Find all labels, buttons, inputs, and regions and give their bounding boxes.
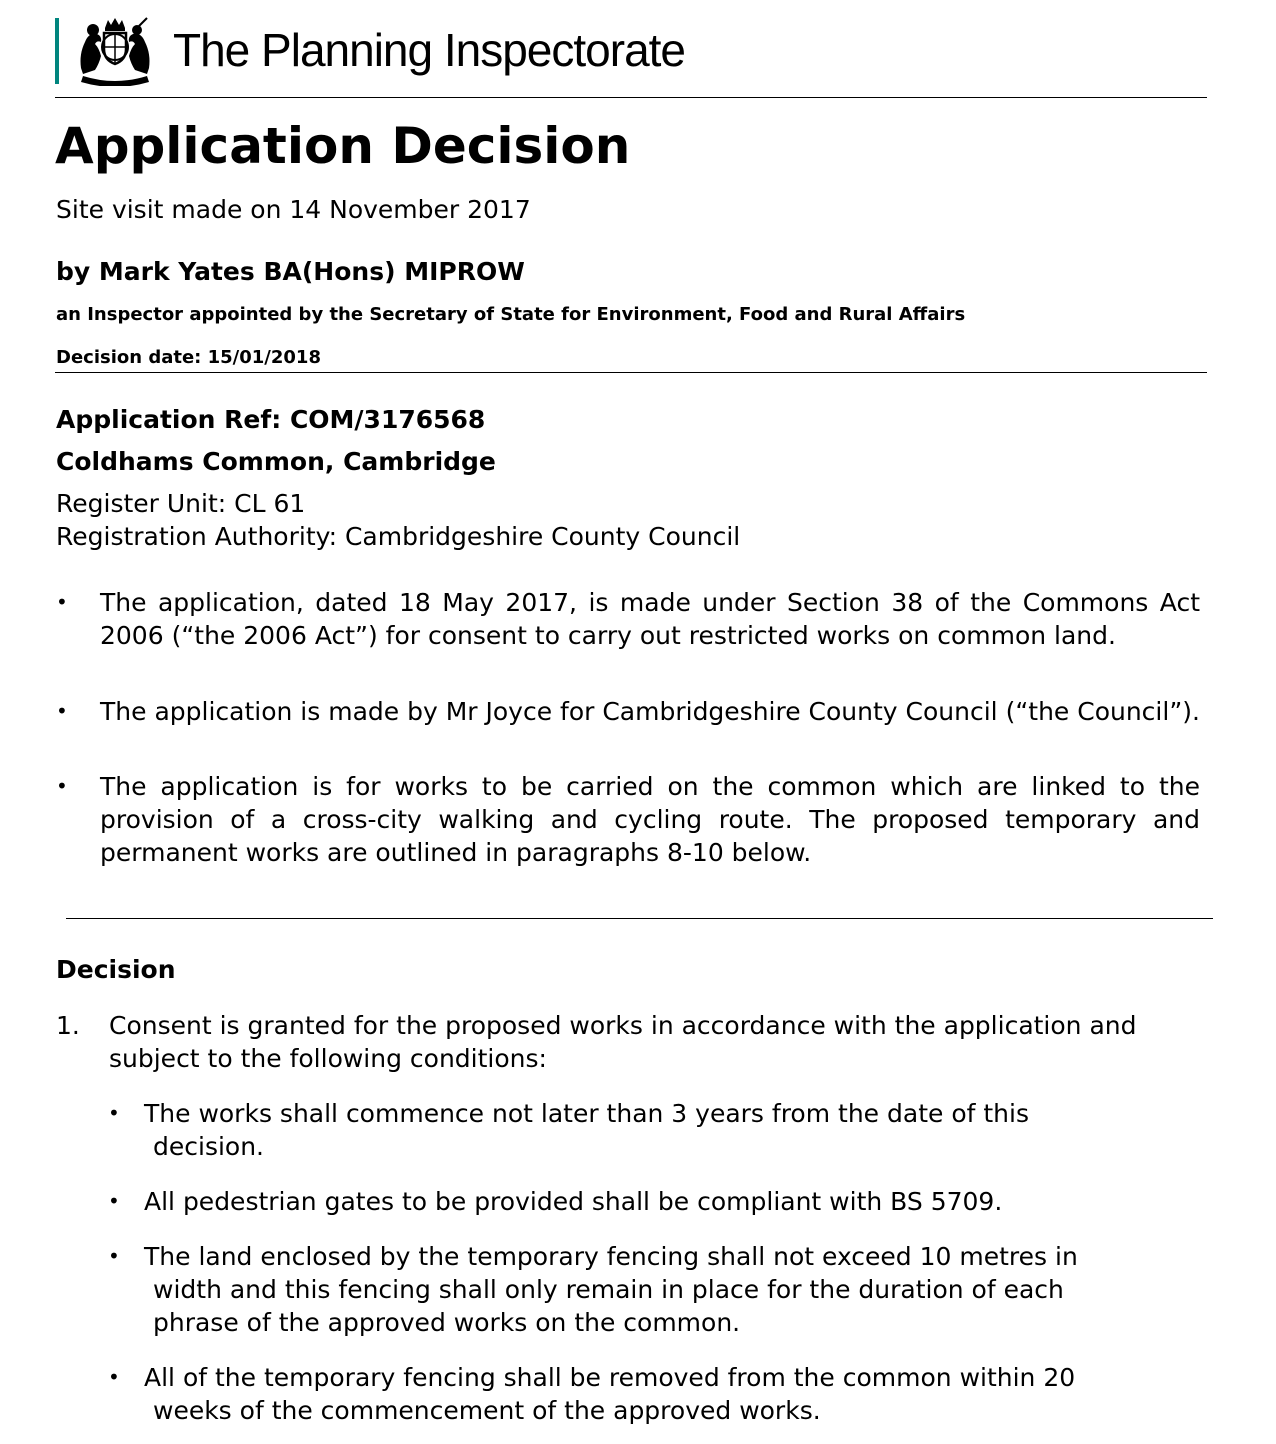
inspector-name: by Mark Yates BA(Hons) MIPROW xyxy=(56,257,525,286)
condition-line: The land enclosed by the temporary fencing shall not exceed 10 metres in xyxy=(144,1242,1078,1271)
condition-continuation: weeks of the commencement of the approved works. xyxy=(153,1396,821,1425)
condition-text xyxy=(144,1097,1208,1163)
condition-continuation: width and this fencing shall only remain in place for the duration of each phrase of the approved works on the common. xyxy=(153,1275,1064,1337)
header-accent-bar xyxy=(55,18,59,84)
royal-coat-of-arms-icon xyxy=(75,16,155,86)
bullet-icon: • xyxy=(108,1189,120,1213)
condition-line: All pedestrian gates to be provided shall be compliant with BS 5709. xyxy=(144,1187,1003,1216)
organisation-name: The Planning Inspectorate xyxy=(173,24,686,76)
summary-item xyxy=(56,770,1200,869)
condition-item xyxy=(108,1185,1208,1218)
bullet-icon: • xyxy=(108,1365,120,1389)
header-divider xyxy=(55,97,1207,98)
condition-text xyxy=(144,1185,1208,1218)
bullet-icon: • xyxy=(56,774,68,798)
inspector-appointment: an Inspector appointed by the Secretary of State for Environment, Food and Rural Affairs xyxy=(56,304,966,325)
summary-divider xyxy=(66,918,1213,919)
condition-continuation: decision. xyxy=(153,1132,264,1161)
bullet-icon: • xyxy=(108,1244,120,1268)
condition-text xyxy=(144,1240,1208,1339)
decision-paragraph xyxy=(56,1009,1206,1075)
paragraph-number: 1. xyxy=(56,1011,80,1040)
paragraph-text: Consent is granted for the proposed works in accordance with the application and subject to the following conditions: xyxy=(109,1011,1137,1073)
condition-line: The works shall commence not later than 3 years from the date of this xyxy=(144,1099,1029,1128)
summary-text: The application is made by Mr Joyce for Cambridgeshire County Council (“the Council”). xyxy=(100,697,1200,726)
register-unit: Register Unit: CL 61 xyxy=(56,489,306,518)
registration-authority: Registration Authority: Cambridgeshire County Council xyxy=(56,522,741,551)
bullet-icon: • xyxy=(56,590,68,614)
site-visit-date: Site visit made on 14 November 2017 xyxy=(56,195,531,224)
condition-item xyxy=(108,1240,1208,1339)
decision-date: Decision date: 15/01/2018 xyxy=(56,347,321,368)
decision-heading: Decision xyxy=(56,955,176,984)
document-title: Application Decision xyxy=(55,117,631,175)
summary-text: The application is for works to be carried on the common which are linked to the provision of a cross-city walking and cycling route. The proposed temporary and permanent works are outlined in paragraphs 8-10 below. xyxy=(100,772,1200,867)
condition-item xyxy=(108,1097,1208,1163)
condition-item xyxy=(108,1361,1208,1427)
site-name: Coldhams Common, Cambridge xyxy=(56,447,496,476)
header xyxy=(55,16,955,86)
metadata-divider xyxy=(55,372,1207,373)
bullet-icon: • xyxy=(108,1101,120,1125)
summary-text: The application, dated 18 May 2017, is made under Section 38 of the Commons Act 2006 (“the 2006 Act”) for consent to carry out restricted works on common land. xyxy=(100,588,1200,650)
summary-item xyxy=(56,586,1200,652)
application-ref: Application Ref: COM/3176568 xyxy=(56,405,486,434)
condition-line: All of the temporary fencing shall be removed from the common within 20 xyxy=(144,1363,1076,1392)
bullet-icon: • xyxy=(56,699,68,723)
summary-item xyxy=(56,695,1200,728)
condition-text xyxy=(144,1361,1208,1427)
